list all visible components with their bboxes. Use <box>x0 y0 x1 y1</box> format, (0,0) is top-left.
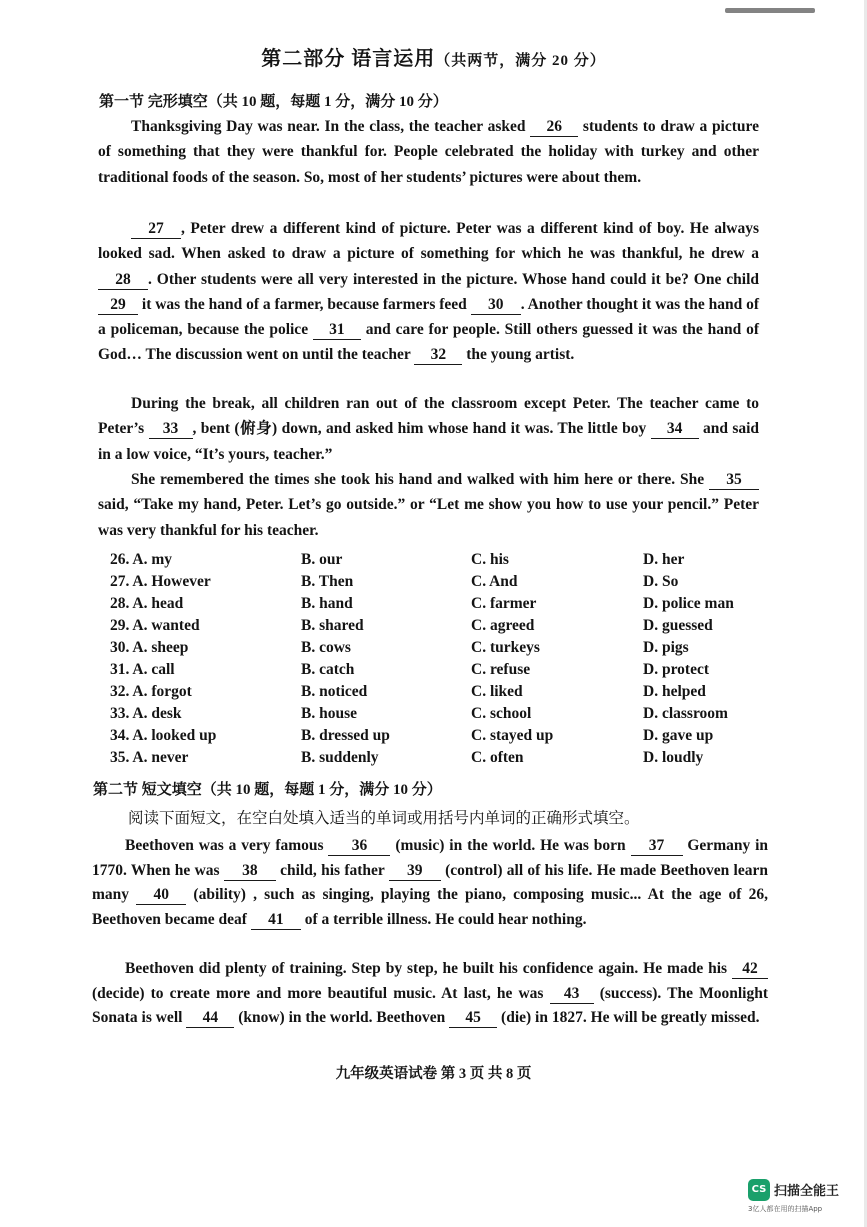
option-a[interactable]: 28. A. head <box>110 595 184 612</box>
blank-45[interactable]: 45 <box>449 1008 497 1028</box>
option-c[interactable]: C. agreed <box>471 617 535 634</box>
option-d[interactable]: D. her <box>643 551 685 568</box>
option-b[interactable]: B. cows <box>301 639 351 656</box>
option-b[interactable]: B. suddenly <box>301 749 379 766</box>
blank-34[interactable]: 34 <box>651 419 699 439</box>
option-d[interactable]: D. guessed <box>643 617 713 634</box>
scan-mark <box>725 8 815 13</box>
blank-43[interactable]: 43 <box>550 984 594 1004</box>
option-b[interactable]: B. house <box>301 705 357 722</box>
blank-32[interactable]: 32 <box>414 345 462 365</box>
option-c[interactable]: C. his <box>471 551 509 568</box>
option-d[interactable]: D. gave up <box>643 727 714 744</box>
option-d[interactable]: D. police man <box>643 595 734 612</box>
option-b[interactable]: B. shared <box>301 617 364 634</box>
option-b[interactable]: B. noticed <box>301 683 368 700</box>
options-row-29 <box>110 617 760 639</box>
part-title: 第二部分 语言运用（共两节，满分 20 分） <box>261 48 606 70</box>
option-a[interactable]: 31. A. call <box>110 661 175 678</box>
option-a[interactable]: 29. A. wanted <box>110 617 200 634</box>
option-a[interactable]: 33. A. desk <box>110 705 182 722</box>
fill-paragraph-2: Beethoven did plenty of training. Step by step, he built his confidence again. He made his 42 (decide) to create more and more beautiful music. At last, he was 43 (success). The Moonlight Sonata is well 44 (know) in the world. Beethoven 45 (die) in 1827. He will be greatly missed. <box>92 960 769 1026</box>
options-list <box>110 551 760 771</box>
option-a[interactable]: 27. A. However <box>110 573 211 590</box>
blank-38[interactable]: 38 <box>224 861 276 881</box>
option-d[interactable]: D. classroom <box>643 705 728 722</box>
option-c[interactable]: C. turkeys <box>471 639 540 656</box>
scanner-watermark <box>748 1179 858 1219</box>
option-c[interactable]: C. school <box>471 705 532 722</box>
options-row-30 <box>110 639 760 661</box>
blank-26[interactable]: 26 <box>530 117 578 137</box>
options-row-34 <box>110 727 760 749</box>
section2-instruction: 阅读下面短文，在空白处填入适当的单词或用括号内单词的正确形式填空。 <box>128 809 640 827</box>
fill-paragraph-1: Beethoven was a very famous 36 (music) in the world. He was born 37 Germany in 1770. When he was 38 child, his father 39 (control) all of his life. He made Beethoven learn many 40 (ability) , such as singing, playing the piano, composing music... At the age of 26, Beethoven became deaf 41 of a terrible illness. He could hear nothing. <box>92 837 769 928</box>
blank-28[interactable]: 28 <box>98 270 148 290</box>
blank-33[interactable]: 33 <box>149 419 193 439</box>
blank-44[interactable]: 44 <box>186 1008 234 1028</box>
option-d[interactable]: D. So <box>643 573 679 590</box>
watermark-name: 扫描全能王 <box>774 1184 840 1199</box>
blank-31[interactable]: 31 <box>313 320 361 340</box>
option-b[interactable]: B. catch <box>301 661 355 678</box>
option-b[interactable]: B. Then <box>301 573 354 590</box>
option-c[interactable]: C. And <box>471 573 518 590</box>
option-a[interactable]: 34. A. looked up <box>110 727 217 744</box>
options-row-35 <box>110 749 760 771</box>
page-footer: 九年级英语试卷 第 3 页 共 8 页 <box>335 1066 532 1082</box>
section1-heading: 第一节 完形填空（共 10 题，每题 1 分，满分 10 分） <box>99 94 448 110</box>
blank-40[interactable]: 40 <box>136 885 186 905</box>
blank-35[interactable]: 35 <box>709 470 759 490</box>
blank-27[interactable]: 27 <box>131 219 181 239</box>
option-b[interactable]: B. dressed up <box>301 727 390 744</box>
camscanner-logo-icon: CS <box>748 1179 770 1201</box>
option-b[interactable]: B. our <box>301 551 343 568</box>
blank-42[interactable]: 42 <box>732 959 768 979</box>
blank-39[interactable]: 39 <box>389 861 441 881</box>
cloze-paragraph-4: She remembered the times she took his hand and walked with him here or there. She 35 said, “Take my hand, Peter. Let’s go outside.” or “Let me show you how to use your pencil.” Peter was very thankful for his teacher. <box>98 471 759 539</box>
options-row-32 <box>110 683 760 705</box>
option-c[interactable]: C. refuse <box>471 661 531 678</box>
option-c[interactable]: C. farmer <box>471 595 537 612</box>
watermark-tagline: 3亿人都在用的扫描App <box>748 1205 823 1213</box>
part-title-note: （共两节，满分 20 分） <box>435 53 606 69</box>
option-c[interactable]: C. often <box>471 749 524 766</box>
option-a[interactable]: 35. A. never <box>110 749 189 766</box>
cloze-paragraph-3: During the break, all children ran out of the classroom except Peter. The teacher came to Peter’s 33 , bent (俯身) down, and asked him whose hand it was. The little boy 34 and said in a low voice, “It’s yours, teacher.” <box>98 395 760 463</box>
cloze-paragraph-2: 27 , Peter drew a different kind of picture. Peter was a different kind of boy. He always looked sad. When asked to draw a picture of something for which he was thankful, he drew a 28 . Other students were all very interested in the picture. Whose hand could it be? One child 29 it was the hand of a farmer, because farmers feed 30 . Another thought it was the hand of a policeman, because the police 31 and care for people. Still others guessed it was the hand of God… The discussion went on until the teacher 32 the young artist. <box>98 220 760 364</box>
section2-heading: 第二节 短文填空（共 10 题，每题 1 分，满分 10 分） <box>93 782 442 798</box>
option-a[interactable]: 30. A. sheep <box>110 639 189 656</box>
option-a[interactable]: 32. A. forgot <box>110 683 192 700</box>
blank-41[interactable]: 41 <box>251 910 301 930</box>
blank-29[interactable]: 29 <box>98 295 138 315</box>
option-d[interactable]: D. pigs <box>643 639 689 656</box>
option-d[interactable]: D. loudly <box>643 749 704 766</box>
option-a[interactable]: 26. A. my <box>110 551 172 568</box>
cloze-paragraph-1: Thanksgiving Day was near. In the class, the teacher asked 26 students to draw a picture of something that they were thankful for. People celebrated the holiday with turkey and other traditional foods of the season. So, most of her students’ pictures were about them. <box>98 118 760 186</box>
options-row-33 <box>110 705 760 727</box>
blank-37[interactable]: 37 <box>631 836 683 856</box>
option-c[interactable]: C. liked <box>471 683 523 700</box>
option-d[interactable]: D. protect <box>643 661 709 678</box>
options-row-28 <box>110 595 760 617</box>
options-row-27 <box>110 573 760 595</box>
option-c[interactable]: C. stayed up <box>471 727 554 744</box>
options-row-31 <box>110 661 760 683</box>
option-d[interactable]: D. helped <box>643 683 706 700</box>
blank-30[interactable]: 30 <box>471 295 521 315</box>
option-b[interactable]: B. hand <box>301 595 353 612</box>
options-row-26 <box>110 551 760 573</box>
blank-36[interactable]: 36 <box>328 836 390 856</box>
